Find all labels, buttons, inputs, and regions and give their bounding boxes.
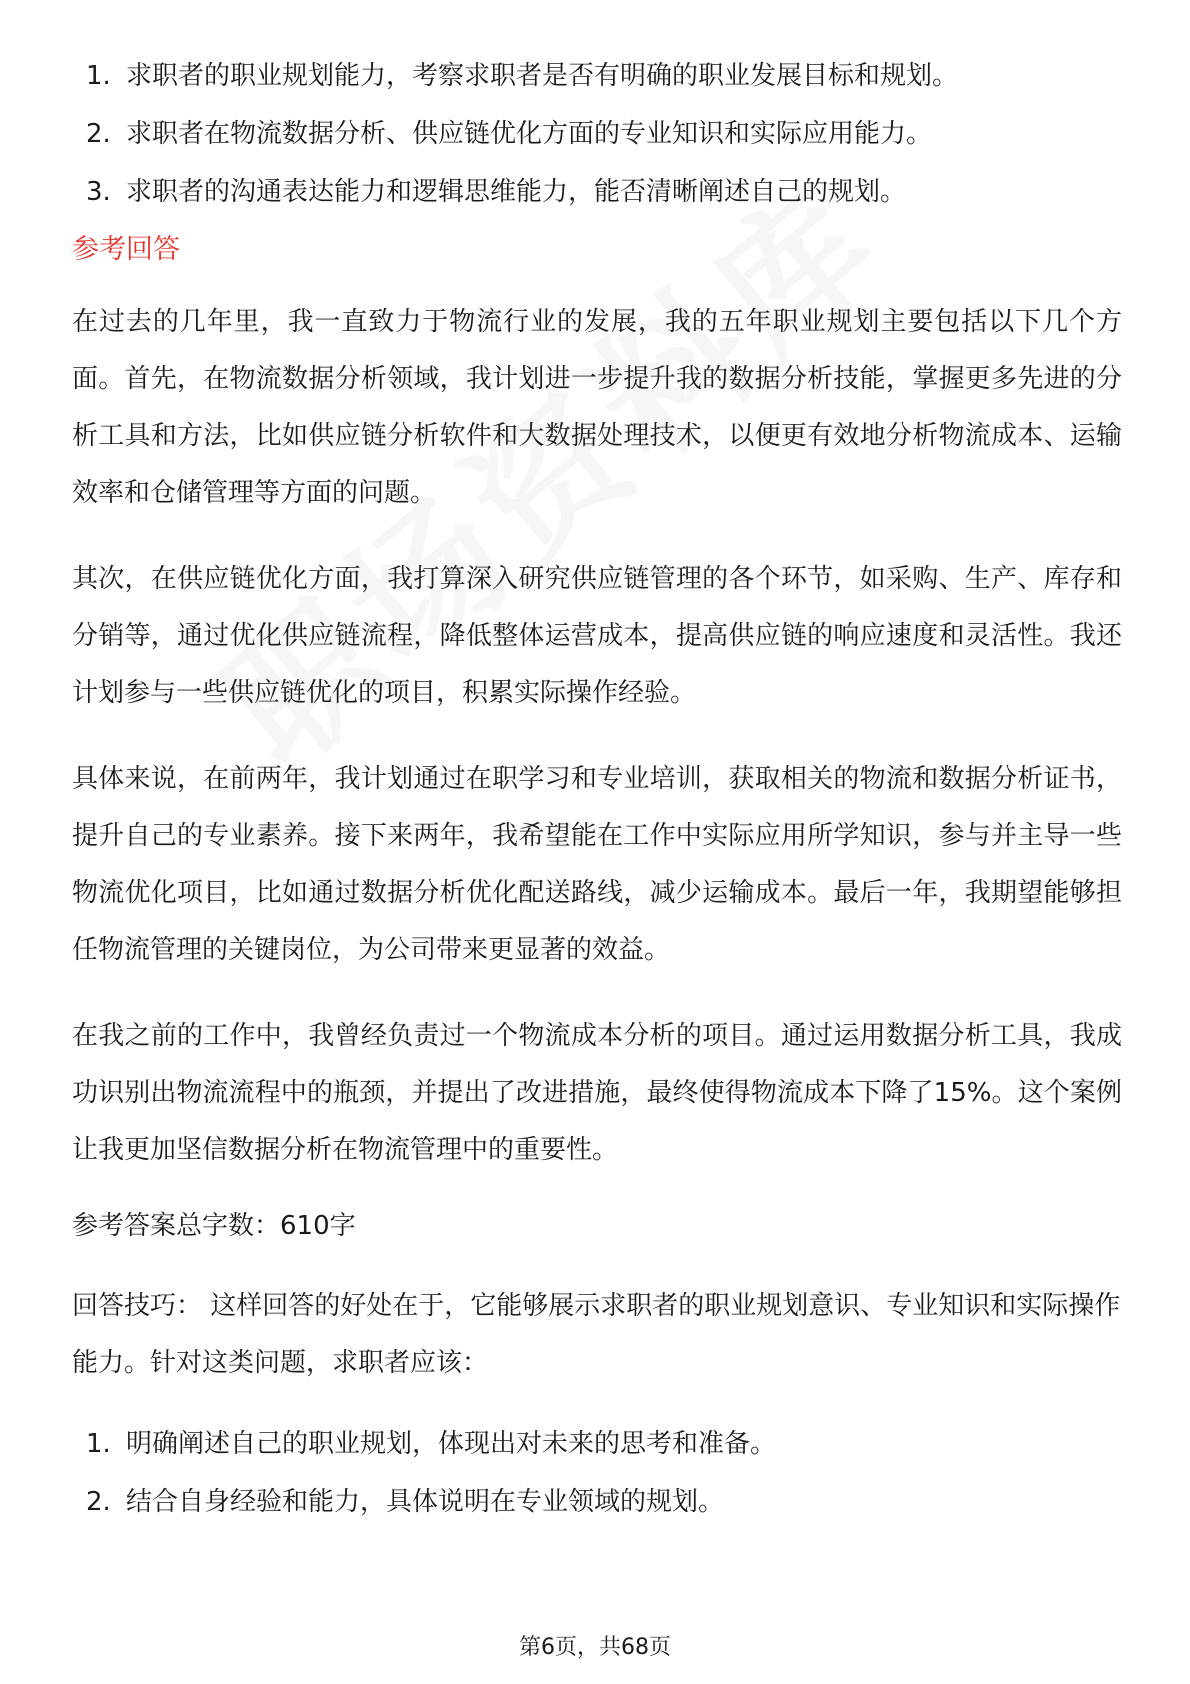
list-number: 1. xyxy=(86,1429,111,1459)
list-number: 2. xyxy=(86,119,111,149)
list-number: 1. xyxy=(86,61,111,91)
list-item xyxy=(72,58,1122,94)
list-text: 结合自身经验和能力，具体说明在专业领域的规划。 xyxy=(126,1487,725,1517)
list-number: 2. xyxy=(86,1487,111,1517)
list-item xyxy=(72,1426,1122,1462)
page-content xyxy=(72,58,1122,1542)
list-text: 求职者在物流数据分析、供应链优化方面的专业知识和实际应用能力。 xyxy=(126,119,933,149)
list-text: 求职者的沟通表达能力和逻辑思维能力，能否清晰阐述自己的规划。 xyxy=(126,177,907,207)
list-text: 明确阐述自己的职业规划，体现出对未来的思考和准备。 xyxy=(126,1429,777,1459)
list-item xyxy=(72,174,1122,210)
list-item xyxy=(72,1484,1122,1520)
answer-paragraph: 在过去的几年里，我一直致力于物流行业的发展，我的五年职业规划主要包括以下几个方面。首先，在物流数据分析领域，我计划进一步提升我的数据分析技能，掌握更多先进的分析工具和方法，比如供应链分析软件和大数据处理技术，以便更有效地分析物流成本、运输效率和仓储管理等方面的问题。 xyxy=(72,307,1122,508)
list-number: 3. xyxy=(86,177,111,207)
answer-heading: 参考回答 xyxy=(72,234,180,265)
word-count: 参考答案总字数：610字 xyxy=(72,1211,356,1241)
answer-tips: 回答技巧： 这样回答的好处在于，它能够展示求职者的职业规划意识、专业知识和实际操作能力。针对这类问题，求职者应该： xyxy=(72,1291,1121,1378)
answer-paragraph: 在我之前的工作中，我曾经负责过一个物流成本分析的项目。通过运用数据分析工具，我成功识别出物流流程中的瓶颈，并提出了改进措施，最终使得物流成本下降了15%。这个案例让我更加坚信数据分析在物流管理中的重要性。 xyxy=(72,1021,1122,1165)
answer-paragraph: 具体来说，在前两年，我计划通过在职学习和专业培训，获取相关的物流和数据分析证书，提升自己的专业素养。接下来两年，我希望能在工作中实际应用所学知识，参与并主导一些物流优化项目，比如通过数据分析优化配送路线，减少运输成本。最后一年，我期望能够担任物流管理的关键岗位，为公司带来更显著的效益。 xyxy=(72,764,1122,965)
tips-list xyxy=(72,1426,1122,1520)
answer-paragraph: 其次，在供应链优化方面，我打算深入研究供应链管理的各个环节，如采购、生产、库存和分销等，通过优化供应链流程，降低整体运营成本，提高供应链的响应速度和灵活性。我还计划参与一些供应链优化的项目，积累实际操作经验。 xyxy=(72,564,1122,708)
list-item xyxy=(72,116,1122,152)
page-number: 第6页，共68页 xyxy=(519,1635,671,1660)
list-text: 求职者的职业规划能力，考察求职者是否有明确的职业发展目标和规划。 xyxy=(126,61,959,91)
evaluation-points-list xyxy=(72,58,1122,210)
